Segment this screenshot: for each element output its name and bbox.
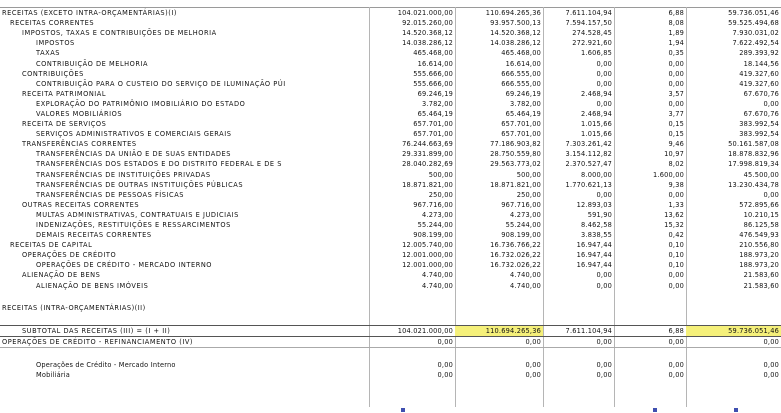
table-row bbox=[0, 200, 781, 210]
value-cell-col-1: 14.038.286,12 bbox=[402, 39, 453, 48]
table-row bbox=[0, 303, 781, 313]
row-label: OPERAÇÕES DE CRÉDITO bbox=[22, 251, 117, 260]
row-label: RECEITA DE SERVIÇOS bbox=[22, 120, 107, 129]
value-cell-col-3: 591,90 bbox=[587, 210, 612, 219]
value-cell-col-2: 0,00 bbox=[455, 336, 543, 347]
table-row bbox=[0, 28, 781, 38]
row-label: ALIENAÇÃO DE BENS bbox=[22, 271, 101, 280]
value-cell-col-2: 967.716,00 bbox=[501, 200, 541, 209]
value-cell-col-1: 555.666,00 bbox=[413, 79, 453, 88]
value-cell-col-3: 2.370.527,47 bbox=[565, 160, 612, 169]
value-cell-col-1: 69.246,19 bbox=[417, 89, 453, 98]
row-label: RECEITAS CORRENTES bbox=[10, 19, 95, 28]
value-cell-col-1: 28.040.282,69 bbox=[402, 160, 453, 169]
revenue-table-body bbox=[0, 8, 781, 380]
value-cell-col-3: 7.303.261,42 bbox=[565, 140, 612, 149]
row-label: EXPLORAÇÃO DO PATRIMÔNIO IMOBILIÁRIO DO ESTADO bbox=[36, 99, 246, 108]
table-row bbox=[0, 170, 781, 180]
value-cell-col-5: 67.670,76 bbox=[743, 109, 779, 118]
value-cell-col-5: 17.998.819,34 bbox=[728, 160, 779, 169]
row-label: ALIENAÇÃO DE BENS IMÓVEIS bbox=[36, 281, 149, 290]
value-cell-col-4: 15,32 bbox=[664, 221, 684, 230]
row-label: INDENIZAÇÕES, RESTITUIÇÕES E RESSARCIMENTOS bbox=[36, 221, 231, 230]
value-cell-col-2: 908.199,00 bbox=[501, 231, 541, 240]
row-label: IMPOSTOS, TAXAS E CONTRIBUIÇÕES DE MELHORIA bbox=[22, 29, 217, 38]
value-cell-col-4: 0,00 bbox=[668, 79, 684, 88]
table-row bbox=[0, 129, 781, 139]
value-cell-col-4: 0,00 bbox=[668, 59, 684, 68]
value-cell-col-1: 657.701,00 bbox=[413, 130, 453, 139]
value-cell-col-5 bbox=[686, 303, 781, 313]
table-row bbox=[0, 99, 781, 109]
value-cell-col-2 bbox=[455, 303, 543, 313]
value-cell-col-5: 188.973,20 bbox=[739, 251, 779, 260]
value-cell-col-5: 210.556,80 bbox=[739, 241, 779, 250]
row-label: TRANSFERÊNCIAS DE OUTRAS INSTITUIÇÕES PÚBLICAS bbox=[36, 180, 244, 189]
value-cell-col-3: 0,00 bbox=[543, 336, 614, 347]
value-cell-col-5: 419.327,60 bbox=[739, 69, 779, 78]
value-cell-col-4: 6,88 bbox=[668, 9, 684, 18]
row-label: OPERAÇÕES DE CRÉDITO - REFINANCIAMENTO (IV) bbox=[0, 336, 369, 347]
bottom-cutoff bbox=[0, 409, 781, 413]
spacer-cell bbox=[0, 347, 781, 360]
spacer-row bbox=[0, 347, 781, 360]
value-cell-col-2: 14.520.368,12 bbox=[490, 29, 541, 38]
value-cell-col-5: 188.973,20 bbox=[739, 261, 779, 270]
value-cell-col-5: 18.878.832,96 bbox=[728, 150, 779, 159]
value-cell-col-4: 0,00 bbox=[614, 336, 686, 347]
value-cell-col-1: 500,00 bbox=[428, 170, 453, 179]
value-cell-col-5: 0,00 bbox=[763, 190, 779, 199]
value-cell-col-2: 465.468,00 bbox=[501, 49, 541, 58]
value-cell-col-2: 55.244,00 bbox=[505, 221, 541, 230]
spacer-row bbox=[0, 291, 781, 303]
value-cell-col-4: 0,15 bbox=[668, 120, 684, 129]
value-cell-col-3: 16.947,44 bbox=[576, 251, 612, 260]
value-cell-col-3: 274.528,45 bbox=[572, 29, 612, 38]
value-cell-col-1: 104.021.000,00 bbox=[369, 325, 455, 336]
value-cell-col-1: 0,00 bbox=[437, 360, 453, 369]
value-cell-col-4: 0,00 bbox=[668, 99, 684, 108]
value-cell-col-1: 3.782,00 bbox=[422, 99, 453, 108]
page-marker bbox=[734, 408, 738, 412]
table-row bbox=[0, 89, 781, 99]
value-cell-col-3 bbox=[543, 303, 614, 313]
revenue-table bbox=[0, 8, 781, 380]
row-label: RECEITAS (INTRA-ORÇAMENTÁRIAS)(II) bbox=[2, 303, 146, 312]
value-cell-col-3: 1.015,66 bbox=[581, 130, 612, 139]
value-cell-col-2: 666.555,00 bbox=[501, 79, 541, 88]
value-cell-col-5: 18.144,56 bbox=[743, 59, 779, 68]
value-cell-col-4: 1,33 bbox=[668, 200, 684, 209]
value-cell-col-5: 67.670,76 bbox=[743, 89, 779, 98]
table-row bbox=[0, 48, 781, 58]
row-label: CONTRIBUIÇÃO PARA O CUSTEIO DO SERVIÇO DE ILUMINAÇÃO PÚI bbox=[36, 79, 286, 88]
row-label: IMPOSTOS bbox=[36, 39, 75, 48]
subtotal-row bbox=[0, 325, 781, 336]
value-cell-col-1: 65.464,19 bbox=[417, 109, 453, 118]
value-cell-col-4: 1,89 bbox=[668, 29, 684, 38]
value-cell-col-1: 92.015.260,00 bbox=[402, 19, 453, 28]
table-row bbox=[0, 159, 781, 169]
value-cell-col-2: 77.186.903,82 bbox=[490, 140, 541, 149]
value-cell-col-1: 29.331.899,00 bbox=[402, 150, 453, 159]
value-cell-col-2: 16.732.026,22 bbox=[490, 261, 541, 270]
value-cell-col-5: 59.525.494,68 bbox=[728, 19, 779, 28]
value-cell-col-4: 0,00 bbox=[668, 281, 684, 290]
row-label: RECEITA PATRIMONIAL bbox=[22, 89, 107, 98]
value-cell-col-4: 0,15 bbox=[668, 130, 684, 139]
value-cell-col-1: 555.666,00 bbox=[413, 69, 453, 78]
value-cell-col-2: 93.957.500,13 bbox=[490, 19, 541, 28]
value-cell-col-1: 657.701,00 bbox=[413, 120, 453, 129]
spacer-row bbox=[0, 313, 781, 326]
value-cell-col-2: 28.750.559,80 bbox=[490, 150, 541, 159]
table-row bbox=[0, 109, 781, 119]
value-cell-col-5: 383.992,54 bbox=[739, 130, 779, 139]
value-cell-col-1: 55.244,00 bbox=[417, 221, 453, 230]
row-label: TRANSFERÊNCIAS DA UNIÃO E DE SUAS ENTIDADES bbox=[36, 150, 231, 159]
value-cell-col-2: 4.740,00 bbox=[510, 281, 541, 290]
value-cell-col-4: 0,00 bbox=[668, 371, 684, 380]
value-cell-col-2: 3.782,00 bbox=[510, 99, 541, 108]
value-cell-col-4: 0,00 bbox=[668, 190, 684, 199]
value-cell-col-4: 0,42 bbox=[668, 231, 684, 240]
value-cell-col-2: 657.701,00 bbox=[501, 130, 541, 139]
value-cell-col-2: 0,00 bbox=[525, 371, 541, 380]
value-cell-col-2: 110.694.265,36 bbox=[485, 9, 541, 18]
value-cell-col-2: 65.464,19 bbox=[505, 109, 541, 118]
value-cell-col-1: 104.021.000,00 bbox=[397, 9, 453, 18]
value-cell-col-3: 8.462,58 bbox=[581, 221, 612, 230]
table-row bbox=[0, 250, 781, 260]
value-cell-col-4: 0,35 bbox=[668, 49, 684, 58]
value-cell-col-4: 8,02 bbox=[668, 160, 684, 169]
value-cell-col-3: 0,00 bbox=[596, 99, 612, 108]
value-cell-col-5: 86.125,58 bbox=[743, 221, 779, 230]
row-label: SERVIÇOS ADMINISTRATIVOS E COMERCIAIS GERAIS bbox=[36, 130, 232, 139]
value-cell-col-5: 0,00 bbox=[763, 371, 779, 380]
value-cell-col-1 bbox=[369, 303, 455, 313]
value-cell-col-5: 59.736.051,46 bbox=[686, 325, 781, 336]
value-cell-col-1: 967.716,00 bbox=[413, 200, 453, 209]
value-cell-col-1: 18.871.821,00 bbox=[402, 180, 453, 189]
value-cell-col-1: 908.199,00 bbox=[413, 231, 453, 240]
value-cell-col-4: 0,00 bbox=[668, 360, 684, 369]
table-row bbox=[0, 210, 781, 220]
table-row bbox=[0, 240, 781, 250]
row-label: VALORES MOBILIÁRIOS bbox=[36, 109, 123, 118]
value-cell-col-3: 1.015,66 bbox=[581, 120, 612, 129]
value-cell-col-4 bbox=[614, 303, 686, 313]
value-cell-col-4: 0,10 bbox=[668, 261, 684, 270]
value-cell-col-2: 666.555,00 bbox=[501, 69, 541, 78]
value-cell-col-2: 657.701,00 bbox=[501, 120, 541, 129]
table-row bbox=[0, 260, 781, 270]
row-label: MULTAS ADMINISTRATIVAS, CONTRATUAIS E JUDICIAIS bbox=[36, 210, 239, 219]
value-cell-col-1: 12.005.740,00 bbox=[402, 241, 453, 250]
spacer-cell bbox=[0, 313, 781, 326]
value-cell-col-5: 21.583,60 bbox=[743, 281, 779, 290]
row-label: Mobiliária bbox=[36, 371, 71, 380]
value-cell-col-2: 0,00 bbox=[525, 360, 541, 369]
table-row bbox=[0, 79, 781, 89]
table-row bbox=[0, 18, 781, 28]
row-label: RECEITAS DE CAPITAL bbox=[10, 241, 93, 250]
value-cell-col-1: 4.740,00 bbox=[422, 281, 453, 290]
value-cell-col-2: 69.246,19 bbox=[505, 89, 541, 98]
table-row bbox=[0, 220, 781, 230]
table-row bbox=[0, 69, 781, 79]
value-cell-col-1: 12.001.000,00 bbox=[402, 261, 453, 270]
page-marker bbox=[401, 408, 405, 412]
value-cell-col-4: 3,77 bbox=[668, 109, 684, 118]
value-cell-col-2: 16.736.766,22 bbox=[490, 241, 541, 250]
value-cell-col-3: 0,00 bbox=[596, 190, 612, 199]
value-cell-col-2: 250,00 bbox=[516, 190, 541, 199]
value-cell-col-5: 572.895,66 bbox=[739, 200, 779, 209]
value-cell-col-5: 13.230.434,78 bbox=[728, 180, 779, 189]
value-cell-col-1: 465.468,00 bbox=[413, 49, 453, 58]
value-cell-col-4: 0,10 bbox=[668, 251, 684, 260]
value-cell-col-2: 16.732.026,22 bbox=[490, 251, 541, 260]
value-cell-col-5: 10.210,15 bbox=[743, 210, 779, 219]
table-row bbox=[0, 230, 781, 240]
row-label: RECEITAS (EXCETO INTRA-ORÇAMENTÁRIAS)(I) bbox=[2, 9, 178, 18]
value-cell-col-5: 0,00 bbox=[763, 360, 779, 369]
value-cell-col-1: 12.001.000,00 bbox=[402, 251, 453, 260]
value-cell-col-5: 7.622.492,54 bbox=[732, 39, 779, 48]
value-cell-col-3: 0,00 bbox=[596, 59, 612, 68]
page-marker bbox=[653, 408, 657, 412]
value-cell-col-5: 289.393,92 bbox=[739, 49, 779, 58]
value-cell-col-5: 0,00 bbox=[686, 336, 781, 347]
value-cell-col-1: 250,00 bbox=[428, 190, 453, 199]
value-cell-col-5: 419.327,60 bbox=[739, 79, 779, 88]
value-cell-col-5: 21.583,60 bbox=[743, 271, 779, 280]
spacer-cell bbox=[0, 291, 781, 303]
value-cell-col-2: 110.694.265,36 bbox=[455, 325, 543, 336]
value-cell-col-2: 18.871.821,00 bbox=[490, 180, 541, 189]
value-cell-col-4: 13,62 bbox=[664, 210, 684, 219]
value-cell-col-3: 2.468,94 bbox=[581, 89, 612, 98]
value-cell-col-3: 7.611.104,94 bbox=[565, 9, 612, 18]
value-cell-col-3: 1.770.621,13 bbox=[565, 180, 612, 189]
value-cell-col-3: 3.154.112,82 bbox=[565, 150, 612, 159]
table-row bbox=[0, 336, 781, 347]
value-cell-col-5: 7.930.031,02 bbox=[732, 29, 779, 38]
value-cell-col-3: 12.893,03 bbox=[576, 200, 612, 209]
value-cell-col-3: 0,00 bbox=[596, 360, 612, 369]
value-cell-col-3: 8.000,00 bbox=[581, 170, 612, 179]
value-cell-col-1: 0,00 bbox=[437, 371, 453, 380]
value-cell-col-3: 16.947,44 bbox=[576, 261, 612, 270]
value-cell-col-4: 3,57 bbox=[668, 89, 684, 98]
row-label: SUBTOTAL DAS RECEITAS (III) = (I + II) bbox=[0, 325, 369, 336]
value-cell-col-5: 45.500,00 bbox=[743, 170, 779, 179]
value-cell-col-3: 0,00 bbox=[596, 371, 612, 380]
value-cell-col-1: 76.244.663,69 bbox=[402, 140, 453, 149]
row-label: CONTRIBUIÇÕES bbox=[22, 69, 84, 78]
value-cell-col-3: 0,00 bbox=[596, 79, 612, 88]
value-cell-col-1: 14.520.368,12 bbox=[402, 29, 453, 38]
row-label: Operações de Crédito - Mercado Interno bbox=[36, 360, 176, 369]
value-cell-col-1: 0,00 bbox=[369, 336, 455, 347]
value-cell-col-4: 1,94 bbox=[668, 39, 684, 48]
value-cell-col-3: 7.611.104,94 bbox=[543, 325, 614, 336]
value-cell-col-3: 7.594.157,50 bbox=[565, 19, 612, 28]
row-label: OPERAÇÕES DE CRÉDITO - MERCADO INTERNO bbox=[36, 261, 213, 270]
table-row bbox=[0, 360, 781, 370]
value-cell-col-5: 0,00 bbox=[763, 99, 779, 108]
value-cell-col-3: 1.606,85 bbox=[581, 49, 612, 58]
value-cell-col-3: 0,00 bbox=[596, 281, 612, 290]
value-cell-col-5: 59.736.051,46 bbox=[728, 9, 779, 18]
value-cell-col-2: 4.740,00 bbox=[510, 271, 541, 280]
table-row bbox=[0, 58, 781, 68]
value-cell-col-2: 500,00 bbox=[516, 170, 541, 179]
value-cell-col-4: 0,00 bbox=[668, 69, 684, 78]
value-cell-col-4: 1.600,00 bbox=[653, 170, 684, 179]
table-row bbox=[0, 270, 781, 280]
value-cell-col-2: 14.038.286,12 bbox=[490, 39, 541, 48]
value-cell-col-1: 4.273,00 bbox=[422, 210, 453, 219]
value-cell-col-3: 272.921,60 bbox=[572, 39, 612, 48]
row-label: TRANSFERÊNCIAS CORRENTES bbox=[22, 140, 137, 149]
value-cell-col-4: 8,08 bbox=[668, 19, 684, 28]
value-cell-col-4: 0,10 bbox=[668, 241, 684, 250]
value-cell-col-2: 29.563.773,02 bbox=[490, 160, 541, 169]
table-row bbox=[0, 38, 781, 48]
value-cell-col-4: 6,88 bbox=[614, 325, 686, 336]
table-row bbox=[0, 149, 781, 159]
value-cell-col-1: 4.740,00 bbox=[422, 271, 453, 280]
table-row bbox=[0, 8, 781, 18]
row-label: DEMAIS RECEITAS CORRENTES bbox=[36, 231, 152, 240]
row-label: TRANSFERÊNCIAS DE INSTITUIÇÕES PRIVADAS bbox=[36, 170, 211, 179]
value-cell-col-5: 383.992,54 bbox=[739, 120, 779, 129]
row-label: TRANSFERÊNCIAS DOS ESTADOS E DO DISTRITO FEDERAL E DE S bbox=[36, 160, 282, 169]
row-label: TAXAS bbox=[36, 49, 60, 58]
value-cell-col-4: 10,97 bbox=[664, 150, 684, 159]
value-cell-col-3: 0,00 bbox=[596, 69, 612, 78]
value-cell-col-5: 476.549,93 bbox=[739, 231, 779, 240]
value-cell-col-3: 16.947,44 bbox=[576, 241, 612, 250]
table-row bbox=[0, 190, 781, 200]
row-label: CONTRIBUIÇÃO DE MELHORIA bbox=[36, 59, 149, 68]
value-cell-col-4: 0,00 bbox=[668, 271, 684, 280]
value-cell-col-3: 2.468,94 bbox=[581, 109, 612, 118]
row-label: TRANSFERÊNCIAS DE PESSOAS FÍSICAS bbox=[36, 190, 184, 199]
table-row bbox=[0, 281, 781, 291]
value-cell-col-2: 16.614,00 bbox=[505, 59, 541, 68]
value-cell-col-2: 4.273,00 bbox=[510, 210, 541, 219]
table-row bbox=[0, 370, 781, 380]
value-cell-col-4: 9,38 bbox=[668, 180, 684, 189]
row-label: OUTRAS RECEITAS CORRENTES bbox=[22, 200, 140, 209]
value-cell-col-4: 9,46 bbox=[668, 140, 684, 149]
value-cell-col-3: 0,00 bbox=[596, 271, 612, 280]
table-row bbox=[0, 139, 781, 149]
value-cell-col-3: 3.838,55 bbox=[581, 231, 612, 240]
table-row bbox=[0, 119, 781, 129]
table-row bbox=[0, 180, 781, 190]
value-cell-col-1: 16.614,00 bbox=[417, 59, 453, 68]
value-cell-col-5: 50.161.587,08 bbox=[728, 140, 779, 149]
